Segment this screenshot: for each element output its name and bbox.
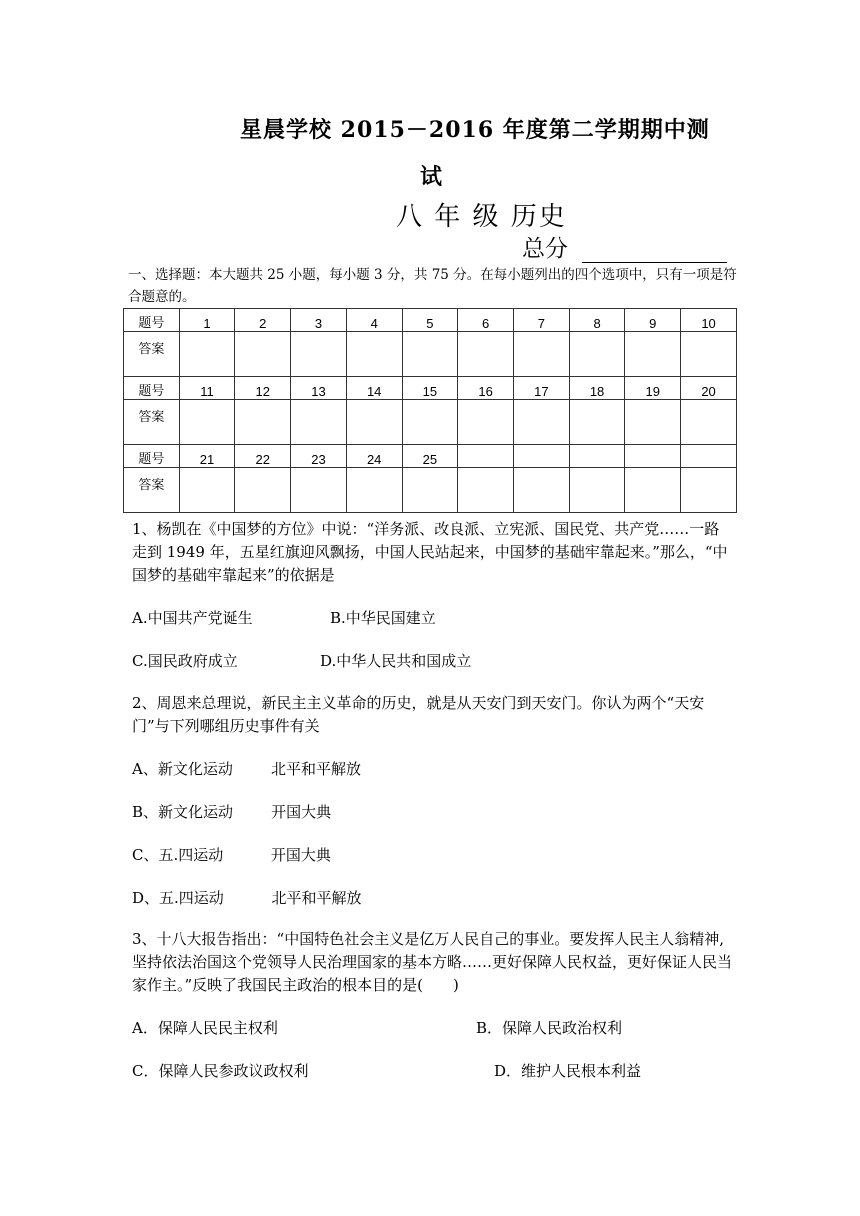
question-number-label: 题号 <box>124 309 180 332</box>
answer-cell[interactable] <box>179 468 235 513</box>
question-2-option-a[interactable]: A、新文化运动 北平和平解放 <box>132 760 361 778</box>
question-number-cell: 9 <box>625 309 681 332</box>
answer-cell[interactable] <box>291 332 347 377</box>
question-number-cell: 11 <box>179 377 235 400</box>
answer-cell[interactable] <box>235 400 291 445</box>
question-number-cell: 19 <box>625 377 681 400</box>
question-3-option-d[interactable]: D．维护人民根本利益 <box>494 1062 642 1080</box>
answer-cell[interactable] <box>291 400 347 445</box>
answer-cell[interactable] <box>513 400 569 445</box>
question-2-option-c[interactable]: C、五.四运动 开国大典 <box>132 846 331 864</box>
question-number-cell: 2 <box>235 309 291 332</box>
question-number-cell <box>513 445 569 468</box>
question-3-stem: 3、十八大报告指出：“中国特色社会主义是亿万人民自己的事业。要发挥人民主人翁精神,坚持依法治国这个党领导人民治理国家的基本方略……更好保障人民权益，更好保证人民当家作主。”反映了我国民主政治的根本目的是( ) <box>132 930 733 994</box>
question-number-cell: 4 <box>346 309 402 332</box>
question-number-cell <box>569 445 625 468</box>
question-number-cell: 21 <box>179 445 235 468</box>
question-number-cell: 23 <box>291 445 347 468</box>
question-number-cell: 20 <box>681 377 737 400</box>
question-number-row <box>124 377 737 400</box>
answer-cell[interactable] <box>346 400 402 445</box>
answer-cell[interactable] <box>681 332 737 377</box>
answer-cell[interactable] <box>346 468 402 513</box>
answer-cell[interactable] <box>402 468 458 513</box>
question-2-stem: 2、周恩来总理说，新民主主义革命的历史，就是从天安门到天安门。你认为两个“天安门”与下列哪组历史事件有关 <box>132 694 705 735</box>
answer-table <box>123 308 737 513</box>
question-1-option-a[interactable]: A.中国共产党诞生 <box>132 609 253 627</box>
question-number-cell: 18 <box>569 377 625 400</box>
answer-cell[interactable] <box>681 400 737 445</box>
answer-cell[interactable] <box>625 400 681 445</box>
answer-cell[interactable] <box>346 332 402 377</box>
question-number-cell: 5 <box>402 309 458 332</box>
answer-label: 答案 <box>124 468 180 513</box>
question-number-cell <box>681 445 737 468</box>
question-2-option-b[interactable]: B、新文化运动 开国大典 <box>132 803 332 821</box>
question-number-cell: 12 <box>235 377 291 400</box>
question-number-cell: 25 <box>402 445 458 468</box>
answer-cell[interactable] <box>513 332 569 377</box>
question-number-cell: 22 <box>235 445 291 468</box>
question-1-option-c[interactable]: C.国民政府成立 <box>132 652 238 670</box>
question-number-row <box>124 445 737 468</box>
answer-cell[interactable] <box>569 332 625 377</box>
answer-label: 答案 <box>124 400 180 445</box>
question-3-option-a[interactable]: A．保障人民民主权利 <box>132 1019 278 1037</box>
answer-cell[interactable] <box>458 468 514 513</box>
question-number-cell: 14 <box>346 377 402 400</box>
answer-cell[interactable] <box>179 332 235 377</box>
question-number-cell: 13 <box>291 377 347 400</box>
question-3-option-c[interactable]: C．保障人民参政议政权利 <box>132 1062 309 1080</box>
exam-title: 星晨学校 2015－2016 年度第二学期期中测 <box>240 117 710 143</box>
total-score <box>522 230 727 263</box>
question-number-cell: 16 <box>458 377 514 400</box>
answer-row <box>124 332 737 377</box>
answer-cell[interactable] <box>458 400 514 445</box>
answer-cell[interactable] <box>625 468 681 513</box>
answer-cell[interactable] <box>569 468 625 513</box>
question-1-option-b[interactable]: B.中华民国建立 <box>330 609 436 627</box>
answer-cell[interactable] <box>625 332 681 377</box>
answer-row <box>124 468 737 513</box>
question-number-cell: 8 <box>569 309 625 332</box>
answer-cell[interactable] <box>681 468 737 513</box>
answer-cell[interactable] <box>402 332 458 377</box>
exam-title-continued: 试 <box>420 164 443 190</box>
question-1-stem: 1、杨凯在《中国梦的方位》中说：“洋务派、改良派、立宪派、国民党、共产党……一路走到 1949 年，五星红旗迎风飘扬，中国人民站起来，中国梦的基础牢靠起来。”那么，“中国梦的基础牢靠起来”的依据是 <box>132 520 728 584</box>
question-number-cell: 1 <box>179 309 235 332</box>
answer-cell[interactable] <box>402 400 458 445</box>
answer-cell[interactable] <box>458 332 514 377</box>
question-number-row <box>124 309 737 332</box>
question-number-label: 题号 <box>124 445 180 468</box>
question-number-cell: 24 <box>346 445 402 468</box>
score-label: 总分 <box>522 236 568 262</box>
question-number-cell: 17 <box>513 377 569 400</box>
question-number-cell: 15 <box>402 377 458 400</box>
question-number-cell: 7 <box>513 309 569 332</box>
question-number-cell: 6 <box>458 309 514 332</box>
subject-heading: 八 年 级 历史 <box>396 202 567 232</box>
question-number-cell <box>625 445 681 468</box>
answer-label: 答案 <box>124 332 180 377</box>
answer-cell[interactable] <box>235 332 291 377</box>
answer-row <box>124 400 737 445</box>
question-number-label: 题号 <box>124 377 180 400</box>
answer-cell[interactable] <box>235 468 291 513</box>
question-number-cell: 3 <box>291 309 347 332</box>
question-1-option-d[interactable]: D.中华人民共和国成立 <box>320 652 472 670</box>
score-blank[interactable] <box>582 240 727 263</box>
question-number-cell: 10 <box>681 309 737 332</box>
answer-cell[interactable] <box>569 400 625 445</box>
question-2-option-d[interactable]: D、五.四运动 北平和平解放 <box>132 889 362 907</box>
section-instructions: 一、选择题：本大题共 25 小题，每小题 3 分，共 75 分。在每小题列出的四个选项中，只有一项是符合题意的。 <box>128 267 737 305</box>
answer-cell[interactable] <box>513 468 569 513</box>
question-number-cell <box>458 445 514 468</box>
answer-cell[interactable] <box>179 400 235 445</box>
answer-cell[interactable] <box>291 468 347 513</box>
question-3-option-b[interactable]: B．保障人民政治权利 <box>476 1019 623 1037</box>
